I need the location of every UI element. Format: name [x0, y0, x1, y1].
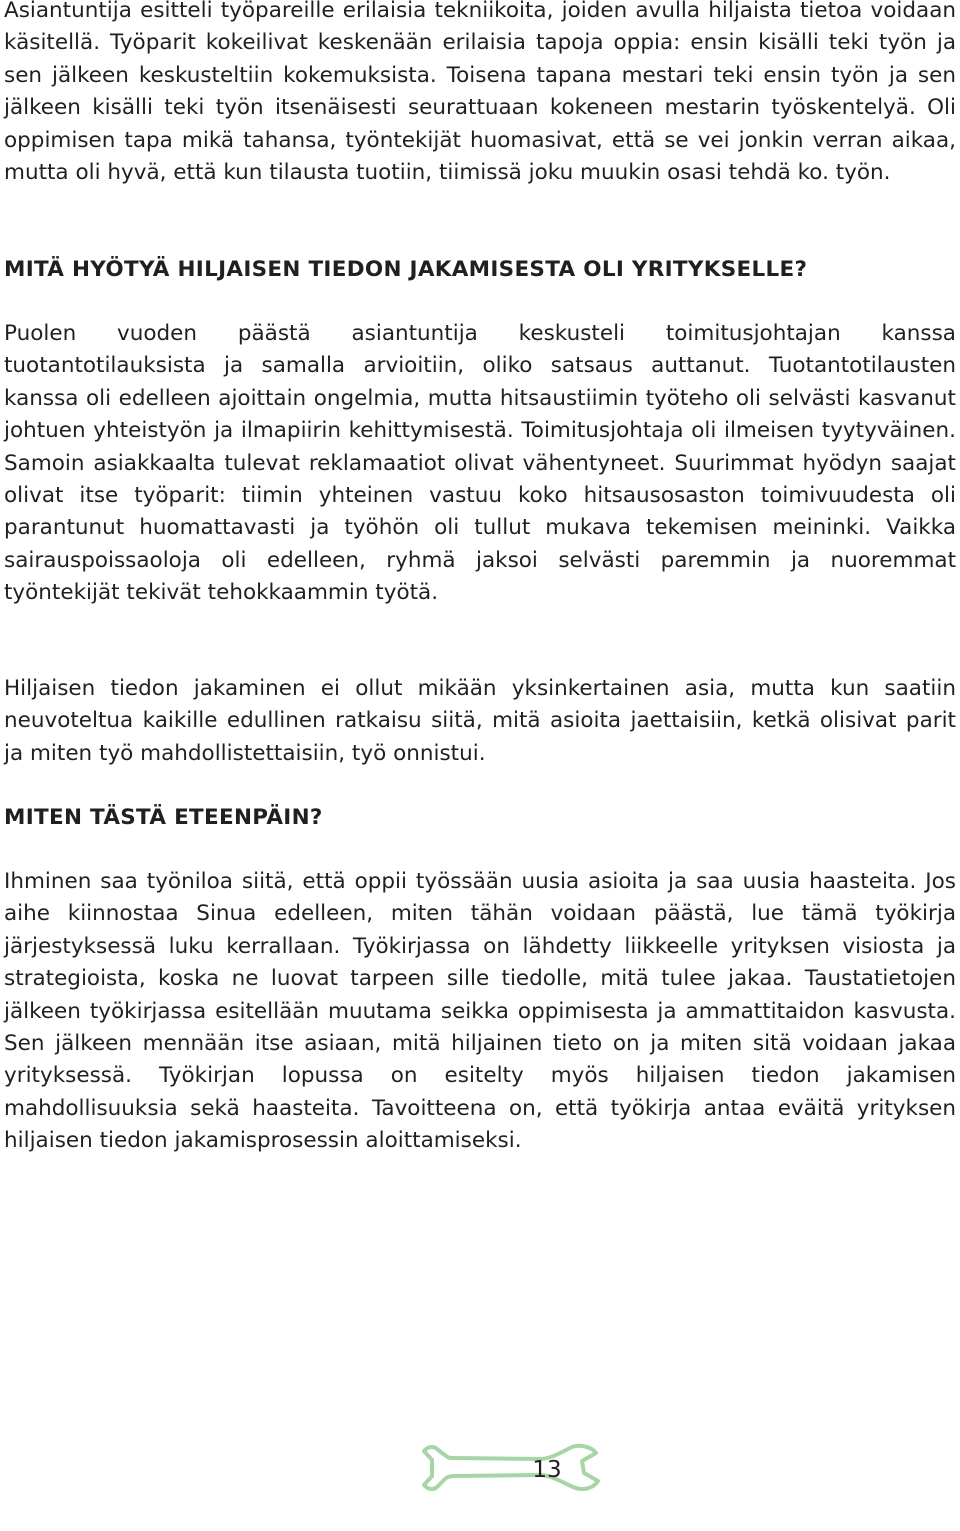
- body-paragraph: Hiljaisen tiedon jakaminen ei ollut mikään yksinkertainen asia, mutta kun saatiin neuvoteltua kaikille edullinen ratkaisu siitä, mitä asioita jaettaisiin, ketkä olisivat parit ja miten työ mahdollistettaisiin, työ onnistui.: [4, 676, 956, 766]
- page-footer: [420, 1443, 600, 1511]
- section-heading: MITEN TÄSTÄ ETEENPÄIN?: [4, 805, 323, 830]
- body-paragraph: Asiantuntija esitteli työpareille erilaisia tekniikoita, joiden avulla hiljaista tietoa voidaan käsitellä. Työparit kokeilivat keskenään erilaisia tapoja oppia: ensin kisälli teki työn ja sen jälkeen keskusteltiin kokemuksista. Toisena tapana mestari teki ensin työn ja sen jälkeen kisälli teki työn itsenäisesti seurattuaan kokeneen mestarin työskentelyä. Oli oppimisen tapa mikä tahansa, työntekijät huomasivat, että se vei jonkin verran aikaa, mutta oli hyvä, että kun tilausta tuotiin, tiimissä joku muukin osasi tehdä ko. työn.: [4, 0, 956, 186]
- section-heading: MITÄ HYÖTYÄ HILJAISEN TIEDON JAKAMISESTA OLI YRITYKSELLE?: [4, 257, 808, 282]
- body-paragraph: Ihminen saa työniloa siitä, että oppii työssään uusia asioita ja saa uusia haasteita. Jos aihe kiinnostaa Sinua edelleen, miten tähän voidaan päästä, lue tämä työkirja järjestyksessä luku kerrallaan. Työkirjassa on lähdetty liikkeelle yrityksen visiosta ja strategioista, koska ne luovat tarpeen sille tiedolle, mitä tulee jakaa. Taustatietojen jälkeen työkirjassa esitellään muutama seikka oppimisesta ja ammattitaidon kasvusta. Sen jälkeen mennään itse asiaan, mitä hiljainen tieto on ja miten sitä voidaan jakaa yrityksessä. Työkirjan lopussa on esitelty myös hiljaisen tiedon jakamisen mahdollisuuksia sekä haasteita. Tavoitteena on, että työkirja antaa eväitä yrityksen hiljaisen tiedon jakamisprosessin aloittamiseksi.: [4, 869, 956, 1154]
- page-number: 13: [532, 1457, 562, 1483]
- body-paragraph: Puolen vuoden päästä asiantuntija keskusteli toimitusjohtajan kanssa tuotantotilauksista ja samalla arvioitiin, oliko satsaus auttanut. Tuotantotilausten kanssa oli edelleen ajoittain ongelmia, mutta hitsaustiimin työteho oli selvästi kasvanut johtuen yhteistyön ja ilmapiirin kehittymisestä. Toimitusjohtaja oli ilmeisen tyytyväinen. Samoin asiakkaalta tulevat reklamaatiot olivat vähentyneet. Suurimmat hyödyn saajat olivat itse työparit: tiimin yhteinen vastuu koko hitsausosaston toimivuudesta oli parantunut huomattavasti ja työhön oli tullut mukava tekemisen meininki. Vaikka sairauspoissaoloja oli edelleen, ryhmä jaksoi selvästi paremmin ja nuoremmat työntekijät tekivät tehokkaammin työtä.: [4, 321, 956, 606]
